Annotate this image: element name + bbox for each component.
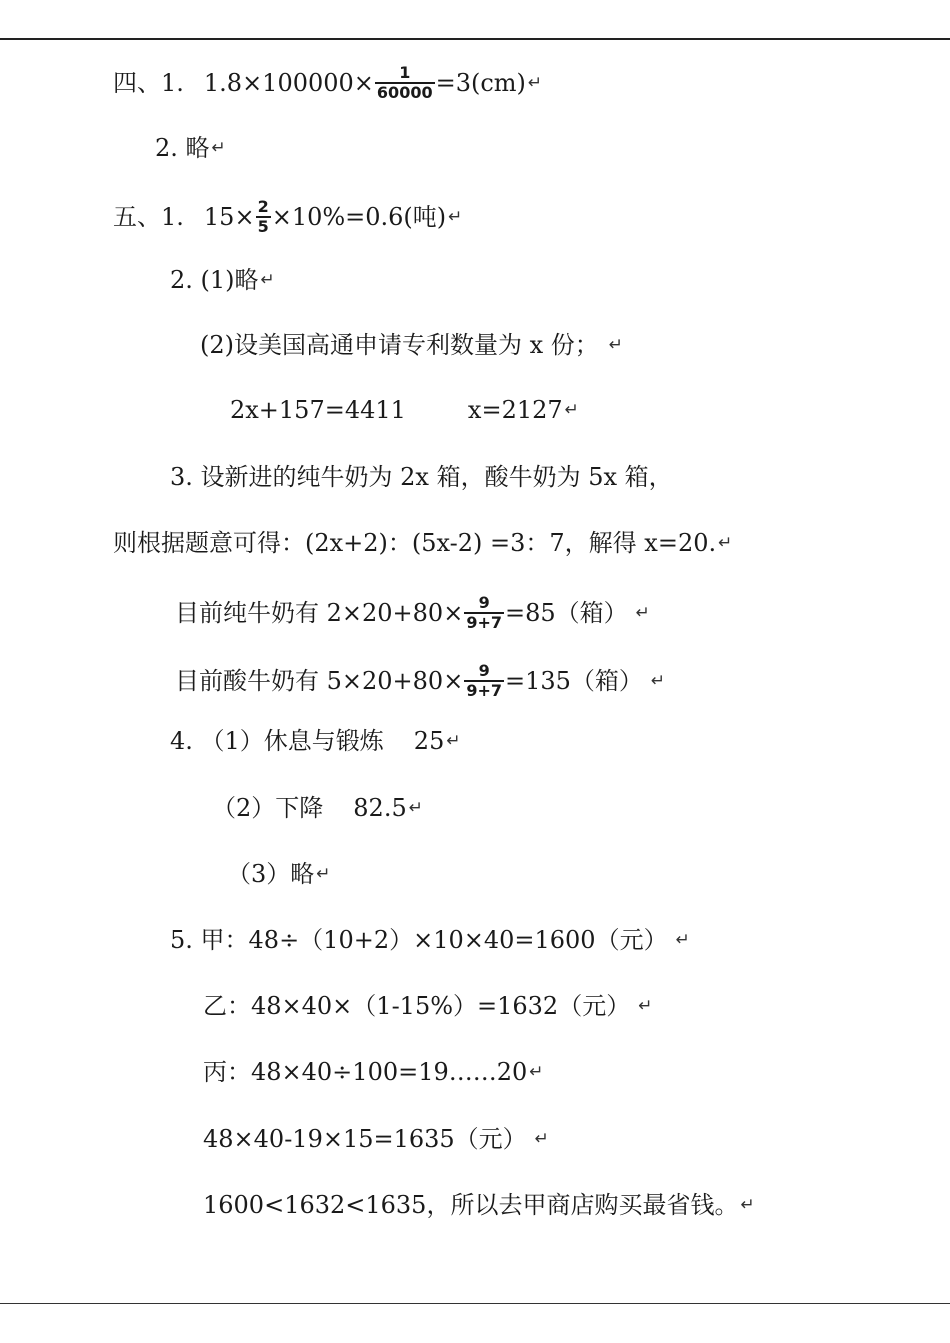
section-label: 五、1. (113, 203, 184, 231)
expression-result: =85（箱） (504, 599, 628, 627)
answer-text: 丙：48×40÷100=19……20 (203, 1058, 528, 1086)
top-rule (0, 38, 950, 40)
answer-5-2-equation (230, 395, 579, 425)
answer-5-2-2 (200, 330, 623, 360)
equation-solution: x=2127 (467, 396, 563, 424)
answer-text: 5. 甲：48÷（10+2）×10×40=1600（元） (170, 926, 668, 954)
return-mark-icon: ↵ (534, 1129, 549, 1149)
answer-text: 4. （1）休息与锻炼 (170, 727, 384, 755)
answer-text: 48×40-19×15=1635（元） (203, 1125, 527, 1153)
answer-text: （2）下降 (212, 794, 324, 822)
answer-5-3-yogurt (175, 662, 665, 700)
return-mark-icon: ↵ (740, 1195, 755, 1215)
fraction-numerator: 9 (478, 593, 490, 612)
answer-5-5-conclusion (203, 1190, 755, 1220)
answer-text: 1600<1632<1635，所以去甲商店购买最省钱。 (203, 1191, 739, 1219)
expression-text: 1.8×100000× (203, 69, 374, 97)
return-mark-icon: ↵ (448, 207, 463, 227)
return-mark-icon: ↵ (260, 270, 275, 290)
fraction-denominator: 60000 (376, 83, 433, 102)
answer-5-4-2 (212, 793, 423, 823)
equation-text: 2x+157=4411 (230, 396, 406, 424)
expression-text: 15× (203, 203, 255, 231)
answer-5-4-3 (227, 859, 331, 889)
answer-4-1 (113, 64, 542, 102)
answer-text: 2. 略 (155, 134, 210, 162)
expression-result: ×10%=0.6(吨) (271, 203, 447, 231)
return-mark-icon: ↵ (527, 73, 543, 93)
return-mark-icon: ↵ (564, 400, 579, 420)
return-mark-icon: ↵ (529, 1062, 544, 1082)
fraction (464, 662, 504, 700)
expression-result: =3(cm) (435, 69, 526, 97)
answer-5-5-shop-c (203, 1057, 544, 1087)
fraction-denominator: 9+7 (466, 681, 502, 700)
fraction-numerator: 9 (478, 661, 490, 680)
answer-5-5-shop-a (170, 925, 690, 955)
answer-5-4-1 (170, 726, 461, 756)
return-mark-icon: ↵ (638, 996, 653, 1016)
fraction-denominator: 5 (257, 217, 269, 236)
answer-value: 25 (413, 727, 445, 755)
answer-text: 2. (1)略 (170, 266, 259, 294)
section-label: 四、1. (113, 69, 184, 97)
return-mark-icon: ↵ (650, 671, 666, 691)
fraction-denominator: 9+7 (466, 613, 502, 632)
return-mark-icon: ↵ (608, 335, 624, 355)
expression-result: =135（箱） (504, 667, 643, 695)
return-mark-icon: ↵ (316, 864, 331, 884)
fraction (464, 594, 504, 632)
return-mark-icon: ↵ (675, 930, 690, 950)
answer-value: 82.5 (353, 794, 407, 822)
answer-5-3-solve (113, 528, 732, 558)
expression-text: 目前纯牛奶有 2×20+80× (175, 599, 464, 627)
answer-text: (2)设美国高通申请专利数量为 x 份； (200, 331, 599, 359)
answer-text: （3）略 (227, 860, 315, 888)
fraction-numerator: 1 (399, 63, 411, 82)
expression-text: 目前酸牛奶有 5×20+80× (175, 667, 464, 695)
answer-text: 乙：48×40×（1-15%）=1632（元） (203, 992, 631, 1020)
answer-5-1 (113, 198, 462, 236)
fraction (256, 198, 271, 236)
fraction-numerator: 2 (257, 197, 269, 216)
answer-5-5-shop-c-total (203, 1124, 549, 1154)
answer-5-3 (170, 462, 673, 492)
answer-5-2-1 (170, 265, 275, 295)
return-mark-icon: ↵ (211, 138, 226, 158)
fraction (375, 64, 435, 102)
return-mark-icon: ↵ (408, 798, 423, 818)
answer-4-2 (155, 133, 226, 163)
return-mark-icon: ↵ (446, 731, 461, 751)
answer-5-5-shop-b (203, 991, 652, 1021)
answer-5-3-pure-milk (175, 594, 650, 632)
bottom-rule (0, 1303, 950, 1304)
answer-text: 3. 设新进的纯牛奶为 2x 箱，酸牛奶为 5x 箱， (170, 463, 673, 491)
return-mark-icon: ↵ (718, 533, 733, 553)
return-mark-icon: ↵ (635, 603, 650, 623)
answer-text: 则根据题意可得：(2x+2)：(5x-2) =3：7，解得 x=20. (113, 529, 717, 557)
